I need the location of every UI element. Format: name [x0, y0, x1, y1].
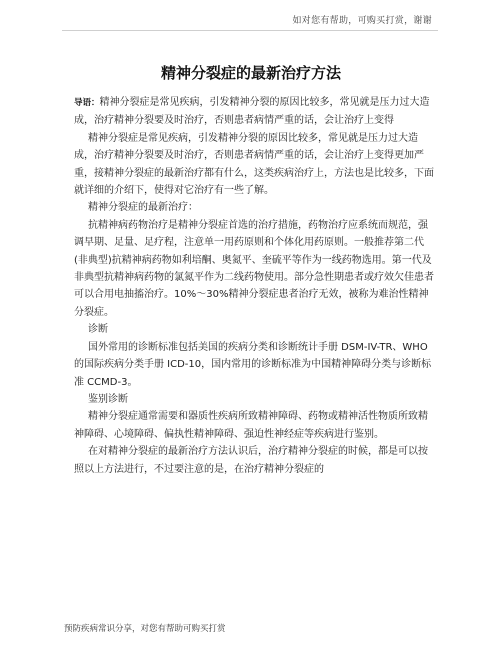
- page-title: 精神分裂症的最新治疗方法: [160, 64, 341, 82]
- article-body: [74, 94, 436, 478]
- paragraph-differential-diagnosis: 精神分裂症通常需要和器质性疾病所致精神障碍、药物或精神活性物质所致精神障碍、心境障碍、偏执性精神障碍、强迫性神经症等疾病进行鉴别。: [74, 411, 428, 440]
- intro-label: 导语：: [74, 98, 100, 108]
- heading-diagnosis: 诊断: [88, 324, 108, 336]
- paragraph-diagnosis: 国外常用的诊断标准包括美国的疾病分类和诊断统计手册 DSM-IV-TR、WHO 的国际疾病分类手册 ICD-10，国内常用的诊断标准为中国精神障碍分类与诊断标准 CCMD-3。: [74, 341, 432, 388]
- paragraph-overview: 精神分裂症是常见疾病，引发精神分裂的原因比较多，常见就是压力过大造成，治疗精神分裂要及时治疗，否则患者病情严重的话，会让治疗上变得更加严重，接精神分裂症的最新治疗都有什么，这类疾病治疗上，方法也是比较多，下面就详细的介绍下，使得对它治疗有一些了解。: [74, 132, 434, 197]
- footer-note: 预防疾病常识分享，对您有帮助可购买打赏: [64, 624, 226, 634]
- intro-paragraph: [74, 94, 436, 130]
- header-note: 如对您有帮助，可购买打赏，谢谢: [292, 16, 432, 26]
- intro-text: 精神分裂症是常见疾病，引发精神分裂的原因比较多，常见就是压力过大造成，治疗精神分裂要及时治疗，否则患者病情严重的话，会让治疗上变得: [74, 97, 430, 127]
- paragraph-closing: 在对精神分裂症的最新治疗方法认识后，治疗精神分裂症的时候，都是可以按照以上方法进行，不过要注意的是，在治疗精神分裂症的: [74, 446, 428, 475]
- header-divider: [62, 30, 438, 31]
- heading-latest-treatment: 精神分裂症的最新治疗：: [88, 202, 198, 214]
- paragraph-drug-treatment: 抗精神病药物治疗是精神分裂症首选的治疗措施，药物治疗应系统而规范，强调早期、足量、足疗程，注意单一用药原则和个体化用药原则。一般推荐第二代(非典型)抗精神病药物如利培酮、奥氮平、奎硫平等作为一线药物选用。第一代及非典型抗精神病药物的氯氮平作为二线药物使用。部分急性期患者或疗效欠佳患者可以合用电抽搐治疗。10%～30%精神分裂症患者治疗无效，被称为难治性精神分裂症。: [74, 219, 434, 318]
- heading-differential-diagnosis: 鉴别诊断: [88, 393, 128, 405]
